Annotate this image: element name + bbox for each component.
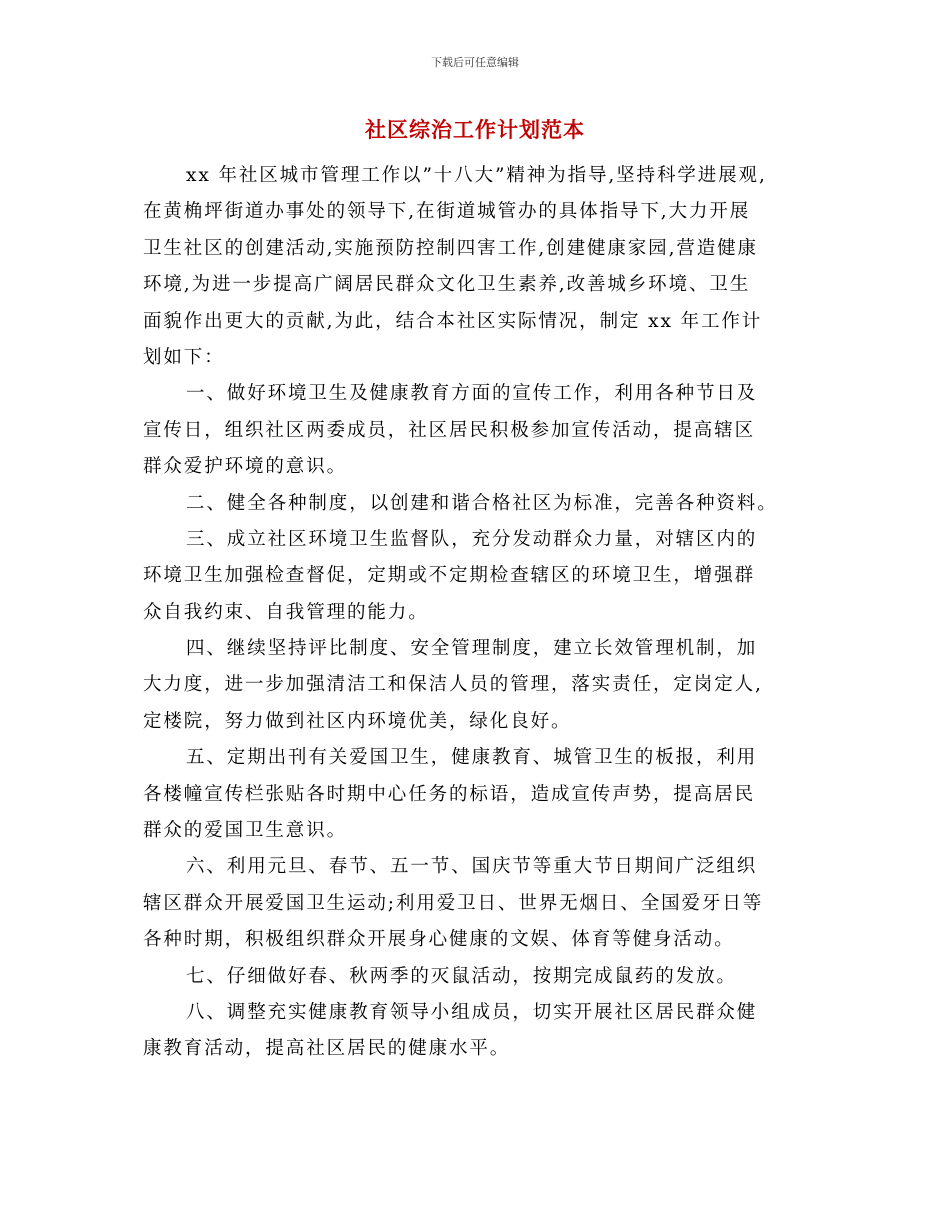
body-line: 各楼幢宣传栏张贴各时期中心任务的标语，造成宣传声势，提高居民 bbox=[143, 783, 756, 805]
body-line: 一、做好环境卫生及健康教育方面的宣传工作，利用各种节日及 bbox=[186, 383, 758, 405]
body-line: 定楼院，努力做到社区内环境优美，绿化良好。 bbox=[143, 710, 572, 732]
body-line: 三、成立社区环境卫生监督队，充分发动群众力量，对辖区内的 bbox=[186, 528, 758, 550]
body-line: 康教育活动，提高社区居民的健康水平。 bbox=[143, 1038, 511, 1060]
body-line: xx 年社区城市管理工作以”十八大”精神为指导,坚持科学进展观, bbox=[186, 165, 767, 186]
body-line: 四、继续坚持评比制度、安全管理制度，建立长效管理机制，加 bbox=[186, 638, 758, 660]
body-line: 宣传日，组织社区两委成员，社区居民积极参加宣传活动，提高辖区 bbox=[143, 419, 756, 441]
body-line: 群众的爱国卫生意识。 bbox=[143, 820, 348, 842]
body-line: 二、健全各种制度，以创建和谐合格社区为标准，完善各种资料。 bbox=[186, 492, 778, 514]
body-line: 环境,为进一步提高广阔居民群众文化卫生素养,改善城乡环境、卫生 bbox=[143, 274, 751, 296]
body-line: 面貌作出更大的贡献,为此，结合本社区实际情况，制定 xx 年工作计 bbox=[143, 310, 763, 332]
body-line: 五、定期出刊有关爱国卫生，健康教育、城管卫生的板报，利用 bbox=[186, 747, 758, 769]
body-line: 卫生社区的创建活动,实施预防控制四害工作,创建健康家园,营造健康 bbox=[143, 237, 758, 259]
body-line: 七、仔细做好春、秋两季的灭鼠活动，按期完成鼠药的发放。 bbox=[186, 965, 737, 987]
document-title: 社区综治工作计划范本 bbox=[365, 118, 585, 142]
body-line: 各种时期，积极组织群众开展身心健康的文娱、体育等健身活动。 bbox=[143, 929, 735, 951]
body-line: 大力度，进一步加强清洁工和保洁人员的管理，落实责任，定岗定人, bbox=[143, 674, 763, 696]
header-note: 下载后可任意编辑 bbox=[431, 56, 519, 69]
body-line: 划如下： bbox=[143, 346, 225, 368]
body-line: 六、利用元旦、春节、五一节、国庆节等重大节日期间广泛组织 bbox=[186, 856, 758, 878]
body-line: 环境卫生加强检查督促，定期或不定期检查辖区的环境卫生，增强群 bbox=[143, 565, 756, 587]
body-line: 众自我约束、自我管理的能力。 bbox=[143, 601, 429, 623]
document-body bbox=[143, 158, 807, 1068]
body-line: 八、调整充实健康教育领导小组成员，切实开展社区居民群众健 bbox=[186, 1001, 758, 1023]
body-line: 辖区群众开展爱国卫生运动;利用爱卫日、世界无烟日、全国爱牙日等 bbox=[143, 892, 764, 914]
body-line: 在黄桷坪街道办事处的领导下,在街道城管办的具体指导下,大力开展 bbox=[143, 201, 751, 223]
body-line: 群众爱护环境的意识。 bbox=[143, 456, 348, 478]
